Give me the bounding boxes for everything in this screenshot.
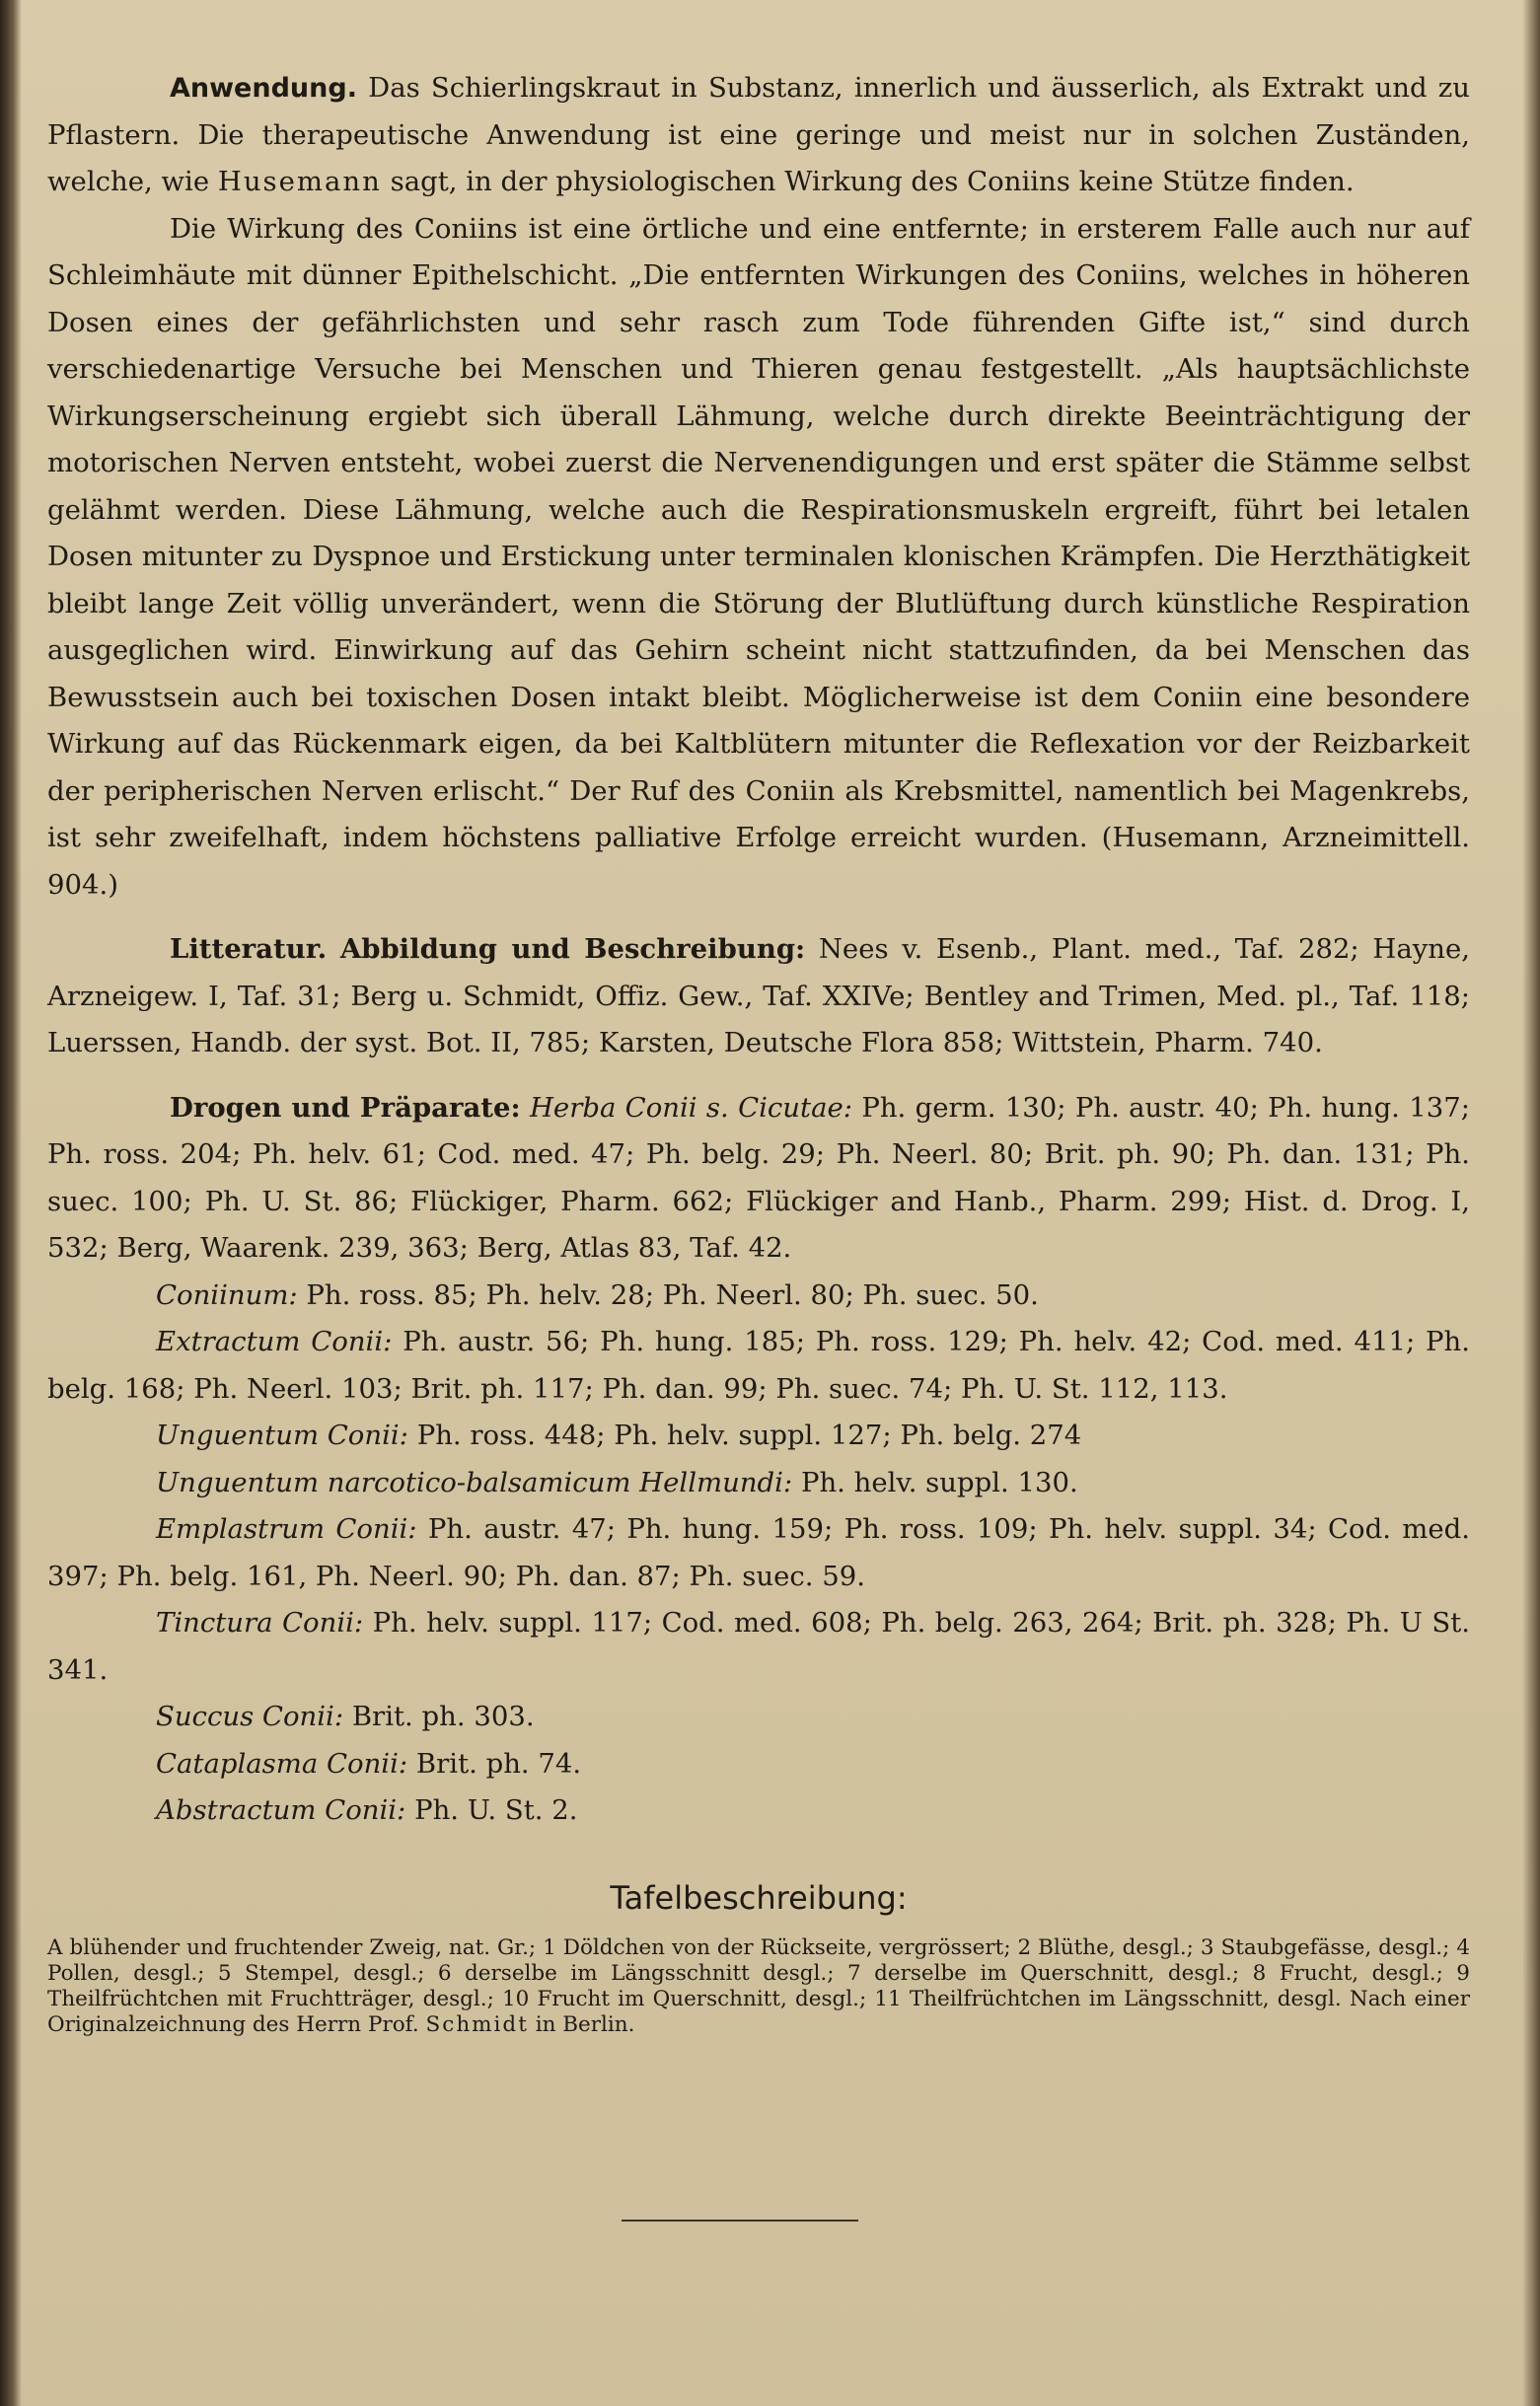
drogen-entry xyxy=(47,1413,1470,1460)
end-rule xyxy=(622,2220,858,2222)
drogen-entry xyxy=(47,1787,1470,1835)
anwendung-text-1-end: sagt, in der physiologischen Wirkung des Coniins keine Stütze finden. xyxy=(390,166,1355,197)
drogen-entry xyxy=(47,1506,1470,1600)
drogen-entry-text: Ph. austr. 47; Ph. hung. 159; Ph. ross. 109; Ph. helv. suppl. 34; Cod. med. 397; Ph. belg. 161, Ph. Neerl. 90; Ph. dan. 87; Ph. suec. 59. xyxy=(47,1513,1470,1592)
tafel-title: Tafelbeschreibung: xyxy=(610,1878,908,1917)
drogen-entry-text: Brit. ph. 74. xyxy=(415,1747,582,1780)
tafel-author: Schmidt xyxy=(425,2011,529,2037)
drogen-entry-name: Cataplasma Conii: xyxy=(156,1747,408,1780)
drogen-entry xyxy=(47,1273,1470,1320)
drogen-entry-name: Tinctura Conii: xyxy=(156,1607,364,1639)
drogen-entry-text: Ph. helv. suppl. 130. xyxy=(800,1466,1078,1498)
drogen-entry xyxy=(47,1460,1470,1507)
drogen-entry-name: Emplastrum Conii: xyxy=(156,1513,417,1545)
anwendung-author: Husemann xyxy=(217,166,382,197)
drogen-entry-name: Succus Conii: xyxy=(156,1701,344,1732)
litteratur-text: Nees v. Esenb., Plant. med., Taf. 282; Hayne, Arzneigew. I, Taf. 31; Berg u. Schmidt, Offiz. Gew., Taf. XXIVe; Bentley and Trimen, Med. pl., Taf. 118; Luerssen, Handb. der syst. Bot. II, 785; Karsten, Deutsche Flora 858; Wittstein, Pharm. 740. xyxy=(47,933,1470,1058)
anwendung-paragraph xyxy=(47,65,1470,206)
drogen-entry-text: Brit. ph. 303. xyxy=(351,1701,535,1732)
page-shadow-left xyxy=(0,0,22,2406)
drogen-entry xyxy=(47,1600,1470,1694)
page-shadow-right xyxy=(1522,0,1540,2406)
tafel-place: in Berlin. xyxy=(535,2011,635,2037)
drogen-entry-name: Extractum Conii: xyxy=(156,1326,393,1357)
drogen-entry-text: Ph. germ. 130; Ph. austr. 40; Ph. hung. 137; Ph. ross. 204; Ph. helv. 61; Cod. med. 47; Ph. belg. 29; Ph. Neerl. 80; Brit. ph. 90; Ph. dan. 131; Ph. suec. 100; Ph. U. St. 86; Flückiger, Pharm. 662; Flückiger and Hanb., Pharm. 299; Hist. d. Drog. I, 532; Berg, Waarenk. 239, 363; Berg, Atlas 83, Taf. 42. xyxy=(47,1091,1470,1264)
drogen-entry-text: Ph. ross. 85; Ph. helv. 28; Ph. Neerl. 80; Ph. suec. 50. xyxy=(306,1278,1039,1311)
drogen-entry-name: Coniinum: xyxy=(156,1278,298,1311)
drogen-entry xyxy=(47,1694,1470,1741)
page-body xyxy=(47,65,1470,2038)
litteratur-paragraph xyxy=(47,926,1470,1067)
drogen-entry-name: Abstractum Conii: xyxy=(156,1794,406,1826)
drogen-entry-text: Ph. ross. 448; Ph. helv. suppl. 127; Ph. belg. 274 xyxy=(416,1420,1082,1451)
drogen-heading: Drogen und Präparate: xyxy=(170,1091,521,1124)
anwendung-text-1: Das Schierlingskraut in Substanz, innerlich und äusserlich, als Extrakt und zu Pflastern. Die therapeutische Anwendung ist eine geringe und meist nur in solchen Zuständen, welche, wie xyxy=(47,72,1470,197)
drogen-entry-name: Unguentum Conii: xyxy=(156,1420,408,1451)
drogen-entry-text: Ph. helv. suppl. 117; Cod. med. 608; Ph. belg. 263, 264; Brit. ph. 328; Ph. U St. 341. xyxy=(47,1607,1470,1686)
tafel-description xyxy=(47,1935,1470,2038)
drogen-entry-name: Herba Conii s. Cicutae: xyxy=(529,1091,853,1124)
litteratur-heading: Litteratur. xyxy=(170,933,328,965)
drogen-entry xyxy=(47,1319,1470,1413)
drogen-entry-name: Unguentum narcotico-balsamicum Hellmundi: xyxy=(156,1466,793,1498)
litteratur-subheading: Abbildung und Beschreibung: xyxy=(339,933,806,965)
tafel-text: A blühender und fruchtender Zweig, nat. Gr.; 1 Döldchen von der Rückseite, vergrössert; 2 Blüthe, desgl.; 3 Staubgefässe, desgl.; 4 Pollen, desgl.; 5 Stempel, desgl.; 6 derselbe im Längsschnitt desgl.; 7 derselbe im Querschnitt, desgl.; 8 Frucht, desgl.; 9 Theilfrüchtchen mit Fruchtträger, desgl.; 10 Frucht im Querschnitt, desgl.; 11 Theilfrüchtchen im Längsschnitt, desgl. Nach einer Originalzeichnung des Herrn Prof. xyxy=(47,1934,1470,2037)
wirkung-paragraph: Die Wirkung des Coniins ist eine örtliche und eine entfernte; in ersterem Falle auch nur auf Schleimhäute mit dünner Epithelschicht. „Die entfernten Wirkungen des Coniins, welches in höheren Dosen eines der gefährlichsten und sehr rasch zum Tode führenden Gifte ist,“ sind durch verschiedenartige Versuche bei Menschen und Thieren genau festgestellt. „Als hauptsächlichste Wirkungserscheinung ergiebt sich überall Lähmung, welche durch direkte Beeinträchtigung der motorischen Nerven entsteht, wobei zuerst die Nervenendigungen und erst später die Stämme selbst gelähmt werden. Diese Lähmung, welche auch die Respirationsmuskeln ergreift, führt bei letalen Dosen mitunter zu Dyspnoe und Erstickung unter terminalen klonischen Krämpfen. Die Herzthätigkeit bleibt lange Zeit völlig unverändert, wenn die Störung der Blutlüftung durch künstliche Respiration ausgeglichen wird. Einwirkung auf das Gehirn scheint nicht stattzufinden, da bei Menschen das Bewusstsein auch bei toxischen Dosen intakt bleibt. Möglicherweise ist dem Coniin eine besondere Wirkung auf das Rückenmark eigen, da bei Kaltblütern mitunter die Reflexation vor der Reizbarkeit der peripherischen Nerven erlischt.“ Der Ruf des Coniin als Krebsmittel, namentlich bei Magenkrebs, ist sehr zweifelhaft, indem höchstens palliative Erfolge erreicht wurden. (Husemann, Arzneimittell. 904.) xyxy=(47,212,1470,901)
drogen-entry xyxy=(47,1741,1470,1788)
drogen-entry xyxy=(47,1085,1470,1273)
drogen-entry-text: Ph. austr. 56; Ph. hung. 185; Ph. ross. 129; Ph. helv. 42; Cod. med. 411; Ph. belg. 168; Ph. Neerl. 103; Brit. ph. 117; Ph. dan. 99; Ph. suec. 74; Ph. U. St. 112, 113. xyxy=(47,1326,1471,1405)
anwendung-heading: Anwendung. xyxy=(170,73,357,104)
drogen-entry-text: Ph. U. St. 2. xyxy=(414,1794,578,1826)
